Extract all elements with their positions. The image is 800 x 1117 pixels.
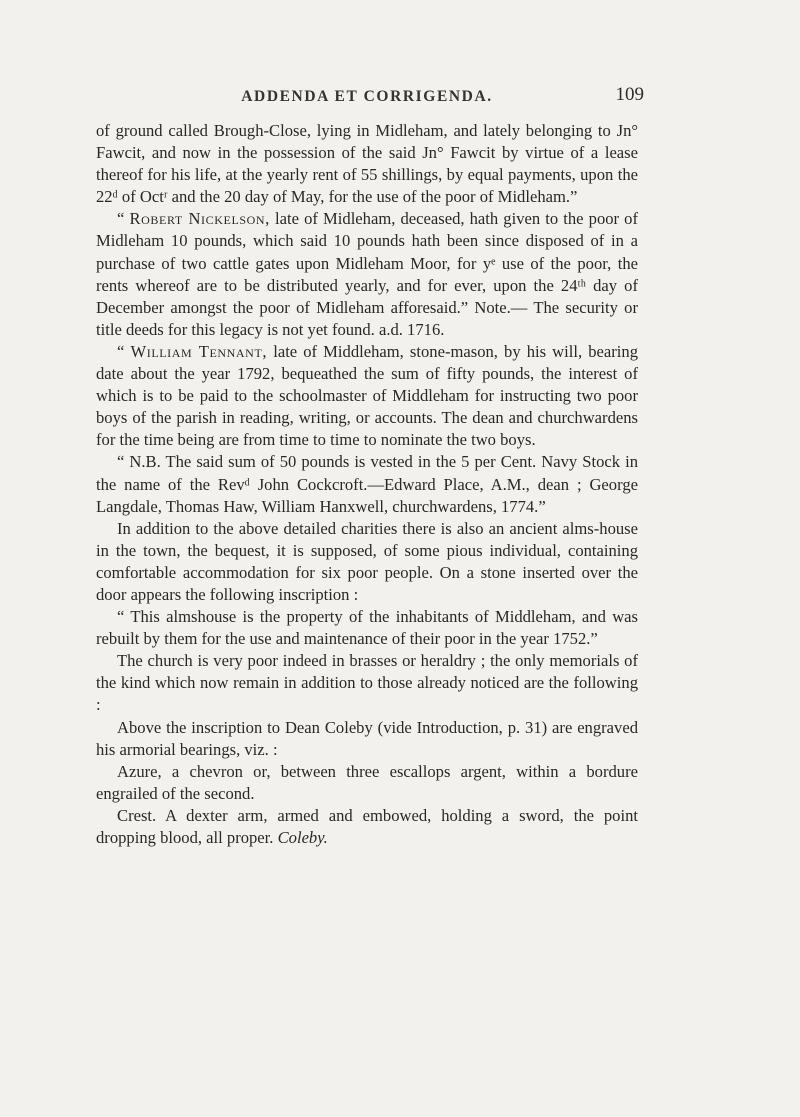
crest-attribution: Coleby. <box>277 828 328 847</box>
page-number: 109 <box>615 84 644 105</box>
paragraph-robert-nickelson <box>96 208 638 341</box>
paragraph-nb-navy-stock: “ N.B. The said sum of 50 pounds is vested in the 5 per Cent. Navy Stock in the name of the Revᵈ John Cockcroft.—Edward Place, A.M., dean ; George Langdale, Thomas Haw, William Hanxwell, churchwardens, 1774.” <box>96 452 638 516</box>
paragraph-brough-close: of ground called Brough-Close, lying in Midleham, and lately belonging to Jn° Fawcit, and now in the possession of the said Jn° Fawcit by virtue of a lease thereof for his life, at the yearly rent of 55 shillings, by equal payments, upon the 22ᵈ of Octʳ and the 20 day of May, for the use of the poor of Midleham.” <box>96 121 638 207</box>
paragraph-inscription: “ This almshouse is the property of the inhabitants of Middleham, and was rebuilt by them for the use and maintenance of their poor in the year 1752.” <box>96 607 638 649</box>
paragraph-text: Crest. A dexter arm, armed and embowed, holding a sword, the point dropping blood, all proper. <box>96 805 638 847</box>
page-header <box>96 84 644 112</box>
body-text <box>96 120 638 849</box>
paragraph-william-tennant <box>96 341 638 451</box>
donor-name: William Tennant, <box>130 341 268 361</box>
paragraph-arms-blazon: Azure, a chevron or, between three escallops argent, within a bordure engrailed of the second. <box>96 761 638 803</box>
paragraph-almshouse: In addition to the above detailed charities there is also an ancient alms-house in the town, the bequest, it is supposed, of some pious individual, containing comfortable accommodation for six poor people. On a stone inserted over the door appears the following inscription : <box>96 518 638 604</box>
running-title: ADDENDA ET CORRIGENDA. <box>241 88 493 105</box>
donor-name: Robert Nickelson, <box>129 209 270 229</box>
paragraph-text: late of Midleham, deceased, hath given to the poor of Midleham 10 pounds, which said 10 pounds hath been since disposed of in a purchase of two cattle gates upon Midleham Moor, for yᵉ use of the poor, the rents whereof are to be distributed yearly, and for ever, upon the 24ᵗʰ day of December amongst the poor of Midleham afforesaid.” Note.— The security or title deeds for this legacy is not yet found. a.d. 1716. <box>96 209 638 339</box>
paragraph-church-heraldry: The church is very poor indeed in brasses or heraldry ; the only memorials of the kind which now remain in addition to those already noticed are the following : <box>96 651 638 715</box>
paragraph-text: late of Middleham, stone-mason, by his will, bearing date about the year 1792, bequeathed the sum of fifty pounds, the interest of which is to be paid to the schoolmaster of Middleham for instructing two poor boys of the parish in reading, writing, or accounts. The dean and churchwardens for the time being are from time to time to nominate the two boys. <box>96 341 638 450</box>
opening-quote: “ <box>117 209 130 229</box>
paragraph-crest <box>96 805 638 849</box>
opening-quote: “ <box>117 341 131 361</box>
paragraph-dean-coleby: Above the inscription to Dean Coleby (vide Introduction, p. 31) are engraved his armorial bearings, viz. : <box>96 717 638 759</box>
